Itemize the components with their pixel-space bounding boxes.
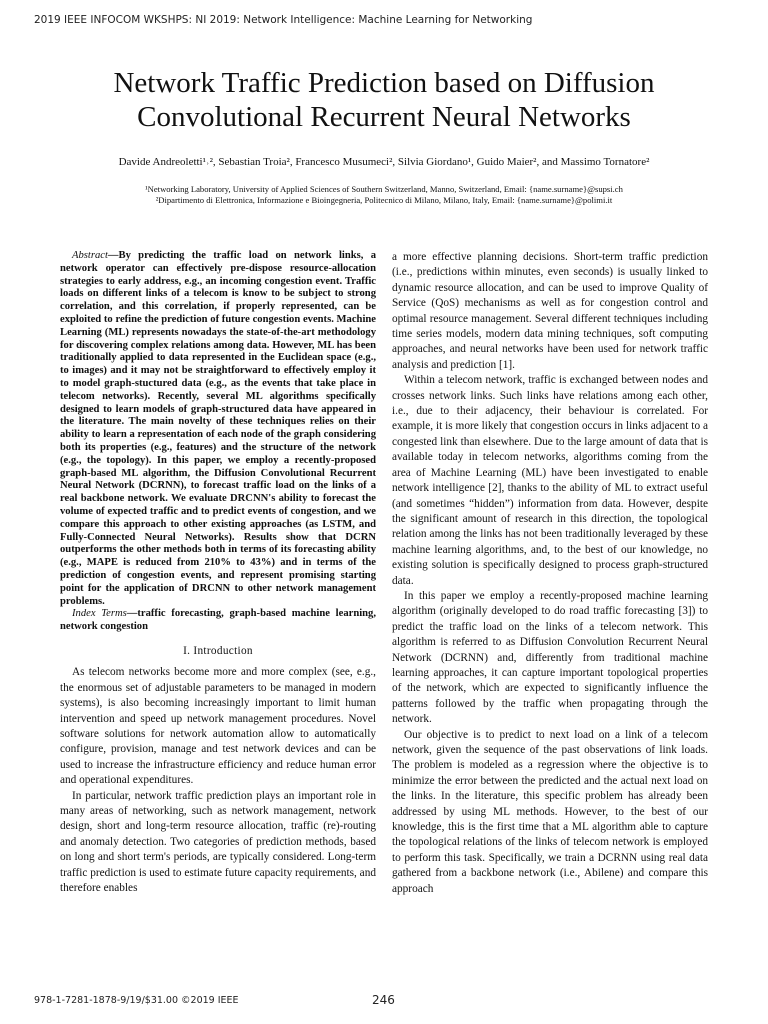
- affiliation-2: ²Dipartimento di Elettronica, Informazione e Bioingegneria, Politecnico di Milano, Milano, Italy, Email: {name.surname}@polimi.it: [155, 195, 613, 205]
- title-line-2: Convolutional Recurrent Neural Networks: [137, 101, 631, 133]
- running-header: 2019 IEEE INFOCOM WKSHPS: NI 2019: Network Intelligence: Machine Learning for Networking: [34, 14, 533, 26]
- index-terms-text: —traffic forecasting, graph-based machine learning, network congestion: [60, 608, 376, 633]
- abstract-label: Abstract: [72, 250, 108, 261]
- paper-title: [40, 66, 728, 134]
- copyright-footer: 978-1-7281-1878-9/19/$31.00 ©2019 IEEE: [34, 995, 239, 1006]
- title-line-1: Network Traffic Prediction based on Diffusion: [113, 67, 655, 99]
- paragraph: As telecom networks become more and more complex (see, e.g., the enormous set of adjustable parameters to be managed in modern systems), is also becoming increasingly important to limit human intervention and speed up network management procedures. Novel software solutions for network automation allow to automatically configure, provision, manage and test network devices and can be used to increase the infrastructure efficiency and reduce human error and operational expenditures.: [60, 666, 376, 787]
- abstract: [60, 250, 376, 608]
- paragraph: a more effective planning decisions. Short-term traffic prediction (i.e., predictions within minutes, even seconds) is usually linked to dynamic resource allocation, and can be used to improve Quality of Service (QoS) mechanisms as well as for congestion control and optimal resource management. Several different techniques including time series models, modern data mining techniques, soft computing approaches, and neural networks have been used for network traffic analysis and prediction [1].: [392, 251, 708, 371]
- paragraph: Within a telecom network, traffic is exchanged between nodes and crosses network links. Such links have relations among each other, i.e., due to their adjacency, their behaviour is correlated. For example, it is more likely that congestion occurs in links adjacent to a congested link than elsewhere. Due to the large amount of data that is available today in telecom networks, algorithms coming from the area of Machine Learning (ML) have been investigated to enable network intelligence [2], thanks to the ability of ML to extract useful (and sometimes “hidden”) information from data. However, despite the significant amount of research in this direction, the topological relation among the links has not been traditionally leveraged by these machine learning algorithms, and, to the best of our knowledge, no existing solution is specifically designed to process graph-structured data.: [392, 374, 708, 587]
- paragraph: In this paper we employ a recently-proposed machine learning algorithm (originally developed to do road traffic forecasting [3]) to predict the traffic load on the links of a telecom network. This algorithm is referred to as Diffusion Convolution Recurrent Neural Network (DCRNN) and, differently from traditional machine learning approaches, it can capture important topological properties of the network, which are expected to significantly influence the patterns followed by the traffic when propagating through the network.: [392, 589, 708, 726]
- paragraph: In particular, network traffic prediction plays an important role in many areas of networking, such as network management, network design, short and long-term resource allocation, traffic (re)-routing and anomaly detection. Two categories of prediction methods, based on long and short term's periods, are typically considered. Long-term traffic prediction is used to estimate future capacity requirements, and therefore enables: [60, 789, 376, 894]
- author-list: Davide Andreoletti¹˒², Sebastian Troia², Francesco Musumeci², Silvia Giordano¹, Guido Maier², and Massimo Tornatore²: [118, 156, 650, 168]
- index-terms-label: Index Terms: [72, 608, 127, 620]
- right-column: [392, 250, 708, 897]
- abstract-text: —By predicting the traffic load on network links, a network operator can effectively pre-dispose resource-allocation strategies to early address, e.g., an incoming congestion event. Traffic loads on different links of a telecom is know to be subject to strong correlation, and this correlation, if properly represented, can be exploited to refine the prediction of future congestion events. Machine Learning (ML) represents nowadays the state-of-the-art methodology for discovering complex relations among data. However, ML has been traditionally applied to data represented in the Euclidean space (e.g., to images) and it may not be straightforward to effectively employ it to model graph-stuctured data (e.g., as the events that take place in telecom networks). Recently, several ML algorithms specifically designed to learn models of graph-structured data have appeared in the literature. The main novelty of these techniques relies on their ability to learn a representation of each node of the graph considering both its properties (e.g., features) and the structure of the network (e.g., the topology). In this paper, we employ a recently-proposed graph-based ML algorithm, the Diffusion Convolutional Recurrent Neural Network (DCRNN), to forecast traffic load on the links of a real backbone network. We evaluate DRCNN's ability to forecast the volume of expected traffic and to predict events of congestion, and we compare this approach to other existing approaches (as LSTM, and Fully-Connected Neural Networks). Results show that DCRN outperforms the other methods both in terms of its forecasting ability (e.g., MAPE is reduced from 210% to 43%) and in terms of the prediction of congestion events, and represent promising starting point for the application of DRCNN to other network management problems.: [60, 250, 376, 607]
- paragraph: Our objective is to predict to next load on a link of a telecom network, given the sequence of the past observations of link loads. The problem is modeled as a regression where the objective is to minimize the error between the predicted and the actual next load on the links. In the literature, this specific problem has already been addressed by using ML methods. However, to the best of our knowledge, this is the first time that a ML algorithm able to capture the topological relations of the links of telecom network is employed to perform this task. Specifically, we train a DCRNN using real data gathered from a backbone network (i.e., Abilene) and compare this approach: [392, 728, 708, 895]
- affiliation-1: ¹Networking Laboratory, University of Applied Sciences of Southern Switzerland, Manno, Switzerland, Email: {name.surname}@supsi.ch: [145, 184, 623, 194]
- page-number: 246: [372, 993, 395, 1007]
- section-heading-introduction: I. Introduction: [183, 644, 253, 657]
- affiliations: [20, 184, 748, 206]
- index-terms: [60, 608, 376, 634]
- left-column: [60, 250, 376, 896]
